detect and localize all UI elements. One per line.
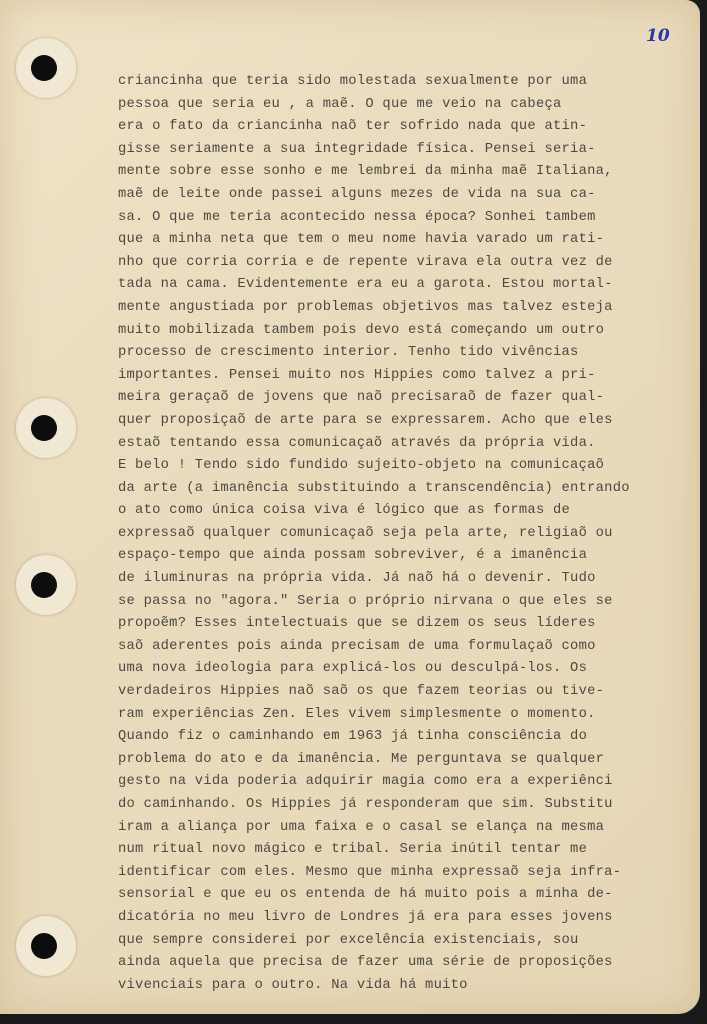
text-line: nho que corria corria e de repente virava ela outra vez de [118, 254, 613, 270]
text-line: Quando fiz o caminhando em 1963 já tinha consciência do [118, 729, 588, 745]
text-line: sensorial e que eu os entenda de há muito pois a minha de- [118, 887, 613, 903]
text-line: processo de crescimento interior. Tenho tido vivências [118, 345, 579, 361]
text-line: era o fato da criancinha naõ ter sofrido nada que atin- [118, 119, 588, 135]
text-line: importantes. Pensei muito nos Hippies como talvez a pri- [118, 367, 596, 383]
binder-hole [16, 38, 76, 98]
text-line: ainda aquela que precisa de fazer uma série de proposições [118, 955, 613, 971]
text-line: de iluminuras na própria vida. Já naõ há o devenir. Tudo [118, 571, 596, 587]
text-line: meira geraçaõ de jovens que naõ precisaraõ de fazer qual- [118, 390, 605, 406]
text-line: maẽ de leite onde passei alguns mezes de vida na sua ca- [118, 186, 596, 202]
typewritten-body [118, 71, 698, 997]
text-line: do caminhando. Os Hippies já responderam que sim. Substitu [118, 797, 613, 812]
text-line: vivenciais para o outro. Na vida há muito [118, 977, 468, 993]
text-line: espaço-tempo que ainda possam sobreviver, é a imanência [118, 548, 588, 564]
text-line: problema do ato e da imanência. Me perguntava se qualquer [118, 751, 605, 767]
text-line: expressaõ qualquer comunicaçaõ seja pela arte, religiaõ ou [118, 525, 613, 541]
text-line: propoẽm? Esses intelectuais que se dizem os seus líderes [118, 616, 596, 632]
text-line: uma nova ideologia para explicá-los ou desculpá-los. Os [118, 661, 588, 677]
text-line: gesto na vida poderia adquirir magia como era a experiênci [118, 774, 613, 790]
binder-hole [16, 398, 76, 458]
text-line: tada na cama. Evidentemente era eu a garota. Estou mortal- [118, 277, 613, 293]
text-line: ram experiências Zen. Eles vivem simplesmente o momento. [118, 706, 596, 722]
text-line: iram a aliança por uma faixa e o casal se elança na mesma [118, 819, 605, 835]
text-line: E belo ! Tendo sido fundido sujeito-objeto na comunicaçaõ [118, 458, 605, 474]
binder-hole [16, 916, 76, 976]
text-line: muito mobilizada tambem pois devo está começando um outro [118, 322, 605, 338]
text-line: mente angustiada por problemas objetivos mas talvez esteja [118, 299, 613, 315]
text-line: saõ aderentes pois ainda precisam de uma formulaçaõ como [118, 638, 596, 654]
text-line: pessoa que seria eu , a maẽ. O que me veio na cabeça [118, 96, 562, 112]
text-line: sa. O que me teria acontecido nessa época? Sonhei tambem [118, 209, 596, 225]
text-line: o ato como única coisa viva é lógico que as formas de [118, 503, 571, 519]
text-line: se passa no "agora." Seria o próprio nirvana o que eles se [118, 593, 613, 609]
text-line: num ritual novo mágico e tribal. Seria inútil tentar me [118, 842, 588, 858]
text-line: gisse seriamente a sua integridade física. Pensei seria- [118, 141, 596, 157]
binder-hole [16, 555, 76, 615]
text-line: que sempre considerei por excelência existenciais, sou [118, 932, 579, 948]
text-line: mente sobre esse sonho e me lembrei da minha maẽ Italiana, [118, 164, 613, 180]
text-line: identificar com eles. Mesmo que minha expressaõ seja infra- [118, 864, 622, 880]
text-line: dicatória no meu livro de Londres já era para esses jovens [118, 909, 613, 925]
text-line: que a minha neta que tem o meu nome havia varado um rati- [118, 232, 605, 248]
page-number: 10 [646, 26, 670, 46]
text-line: quer proposiçaõ de arte para se expressarem. Acho que eles [118, 412, 613, 428]
text-line: criancinha que teria sido molestada sexualmente por uma [118, 74, 588, 89]
text-line: estaõ tentando essa comunicaçaõ através da própria vida. [118, 435, 596, 451]
text-line: da arte (a imanência substituindo a transcendência) entrando [118, 480, 630, 496]
text-line: verdadeiros Hippies naõ saõ os que fazem teorias ou tive- [118, 684, 605, 700]
